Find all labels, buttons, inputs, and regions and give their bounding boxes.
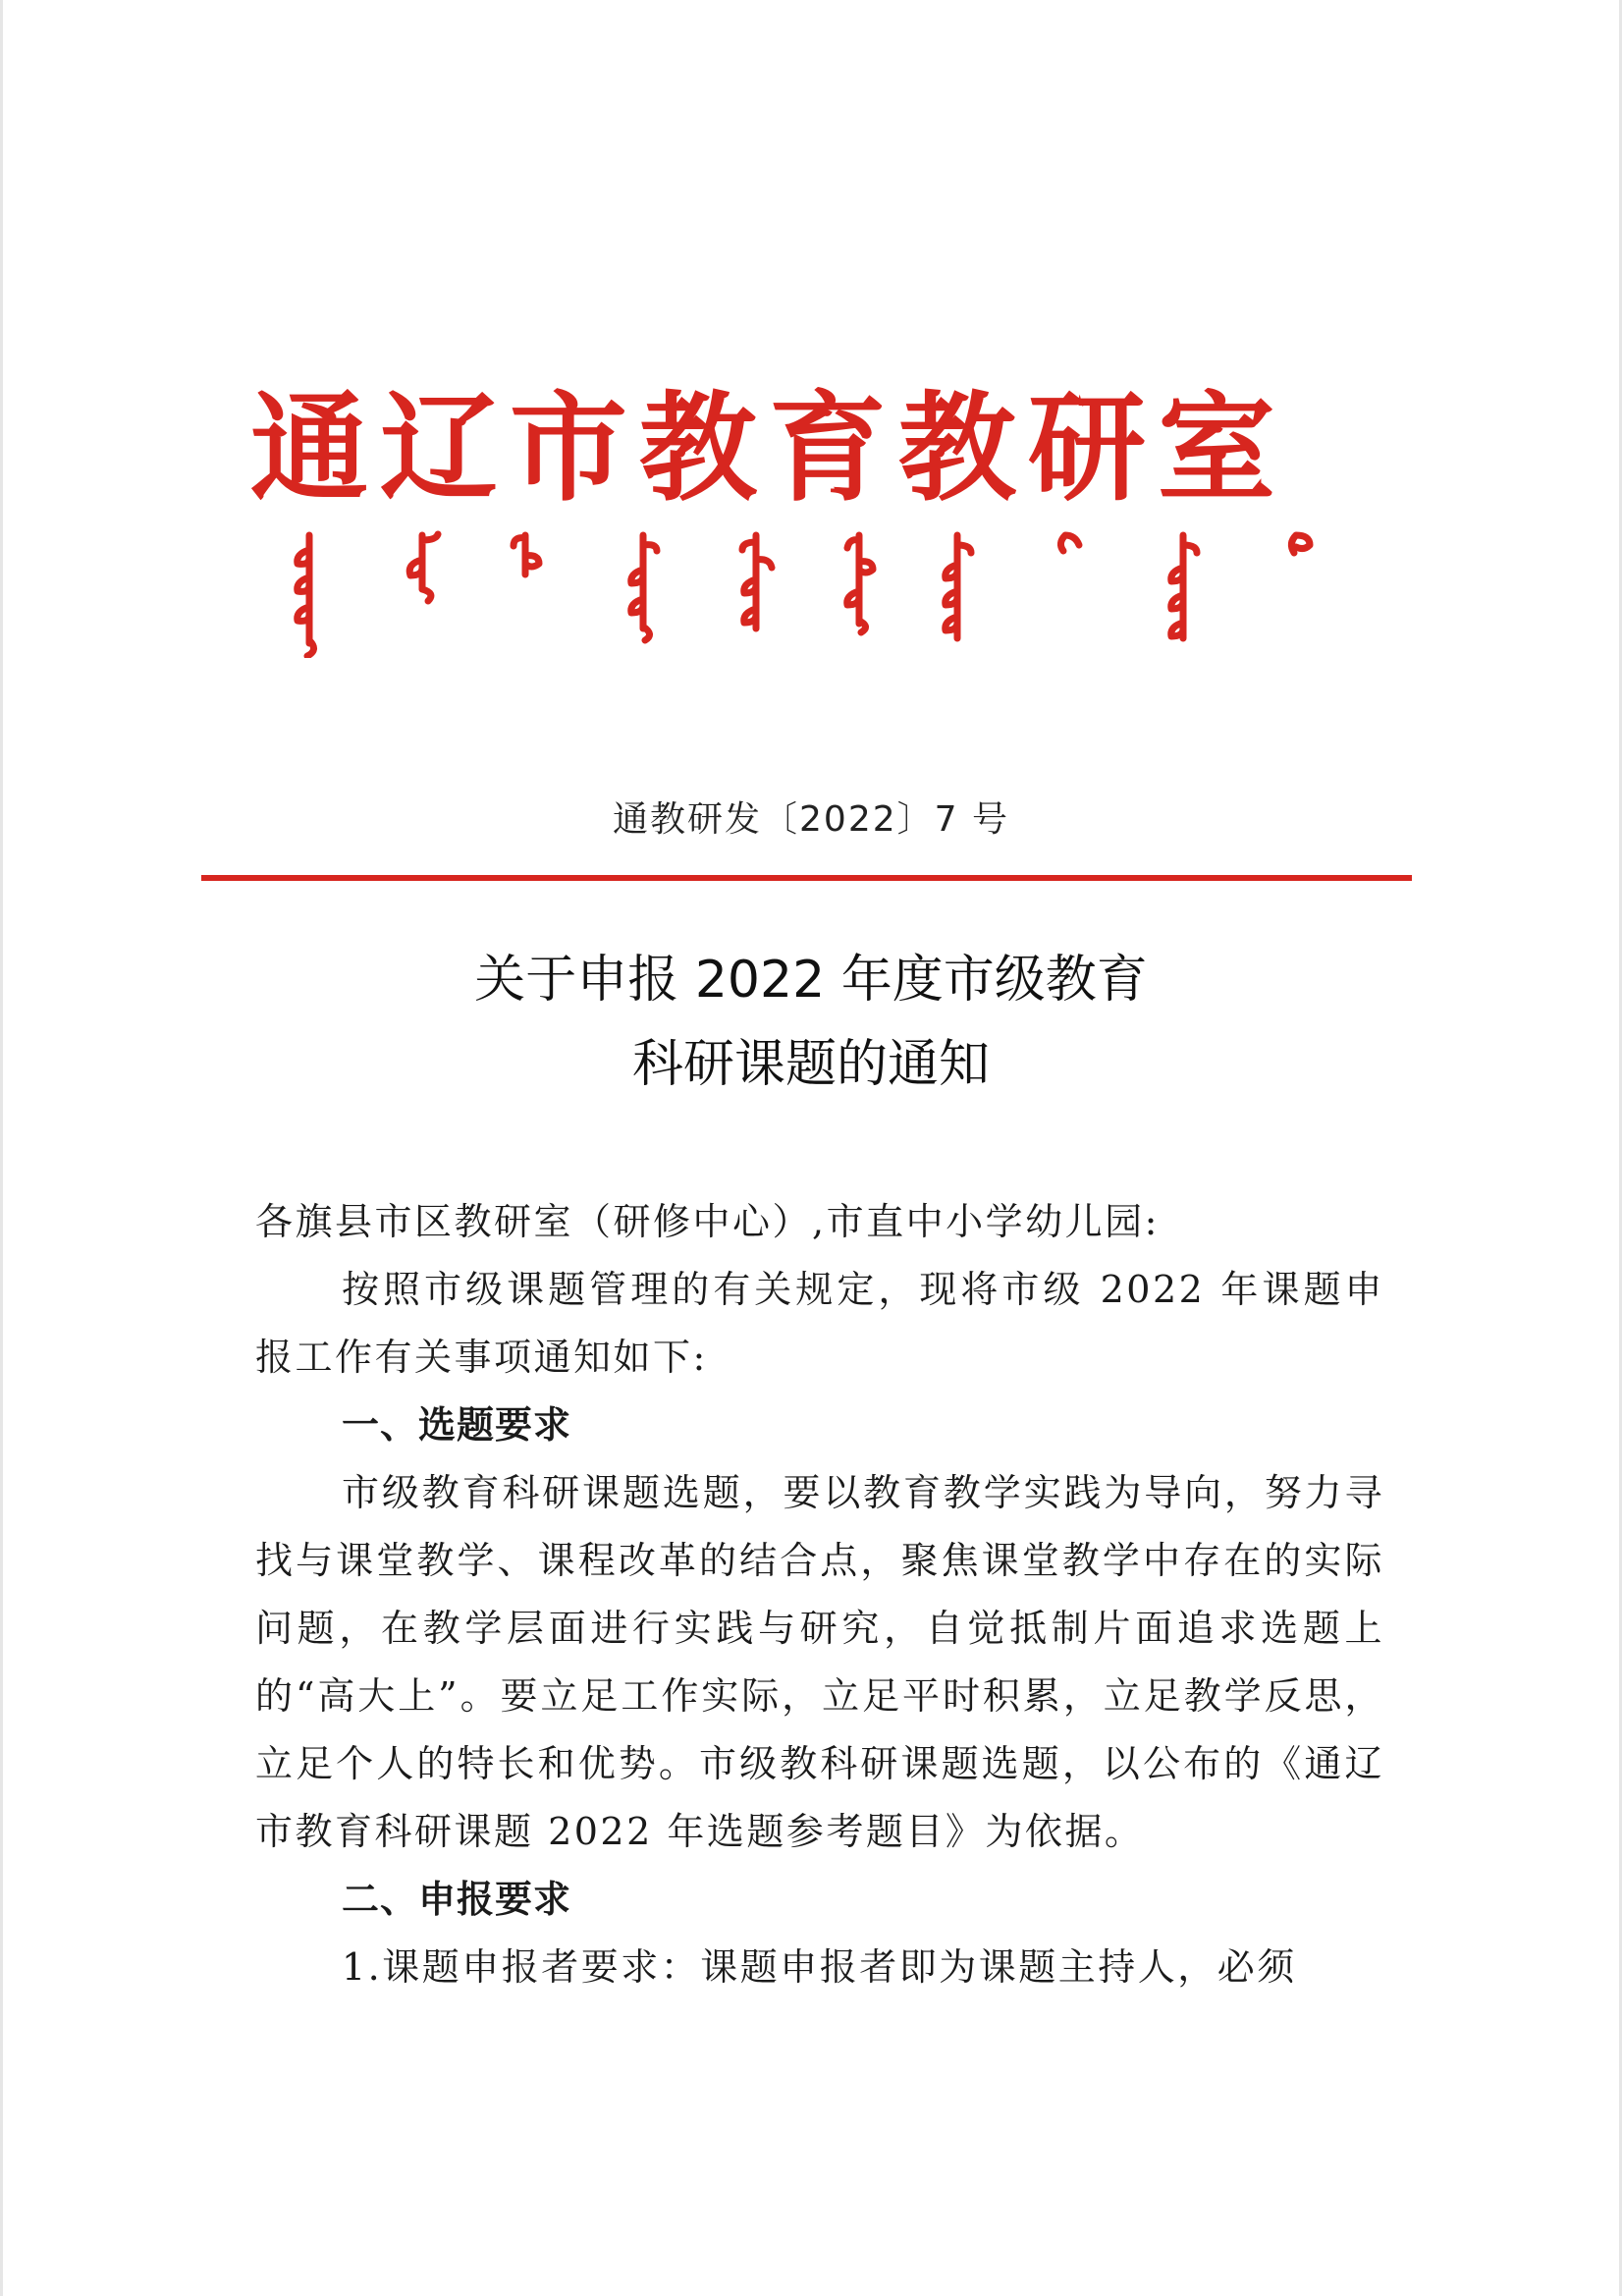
intro-paragraph: 按照市级课题管理的有关规定，现将市级 2022 年课题申报工作有关事项通知如下: [255, 1268, 1384, 1379]
org-name-heading: 通辽市教育教研室 [250, 379, 1287, 518]
document-body [255, 1188, 1384, 2001]
mongolian-script-logo [265, 530, 1365, 658]
document-number: 通教研发〔2022〕7 号 [613, 799, 1009, 840]
section-1-paragraph: 市级教育科研课题选题，要以教育教学实践为导向，努力寻找与课堂教学、课程改革的结合点，聚焦课堂教学中存在的实际问题，在教学层面进行实践与研究，自觉抵制片面追求选题上的“高大上”。要立足工作实际，立足平时积累，立足教学反思，立足个人的特长和优势。市级教科研课题选题，以公布的《通辽市教育科研课题 2022 年选题参考题目》为依据。 [255, 1471, 1384, 1853]
section-1-heading: 一、选题要求 [342, 1403, 572, 1447]
document-title-line-1: 关于申报 2022 年度市级教育 [474, 951, 1148, 1010]
section-2-heading: 二、申报要求 [342, 1878, 572, 1921]
section-2-item-1: 1.课题申报者要求：课题申报者即为课题主持人，必须 [342, 1945, 1297, 1989]
red-divider-rule [201, 875, 1412, 881]
document-title-line-2: 科研课题的通知 [631, 1035, 990, 1094]
document-title [0, 938, 1622, 1107]
salutation: 各旗县市区教研室（研修中心）,市直中小学幼儿园: [255, 1200, 1160, 1243]
